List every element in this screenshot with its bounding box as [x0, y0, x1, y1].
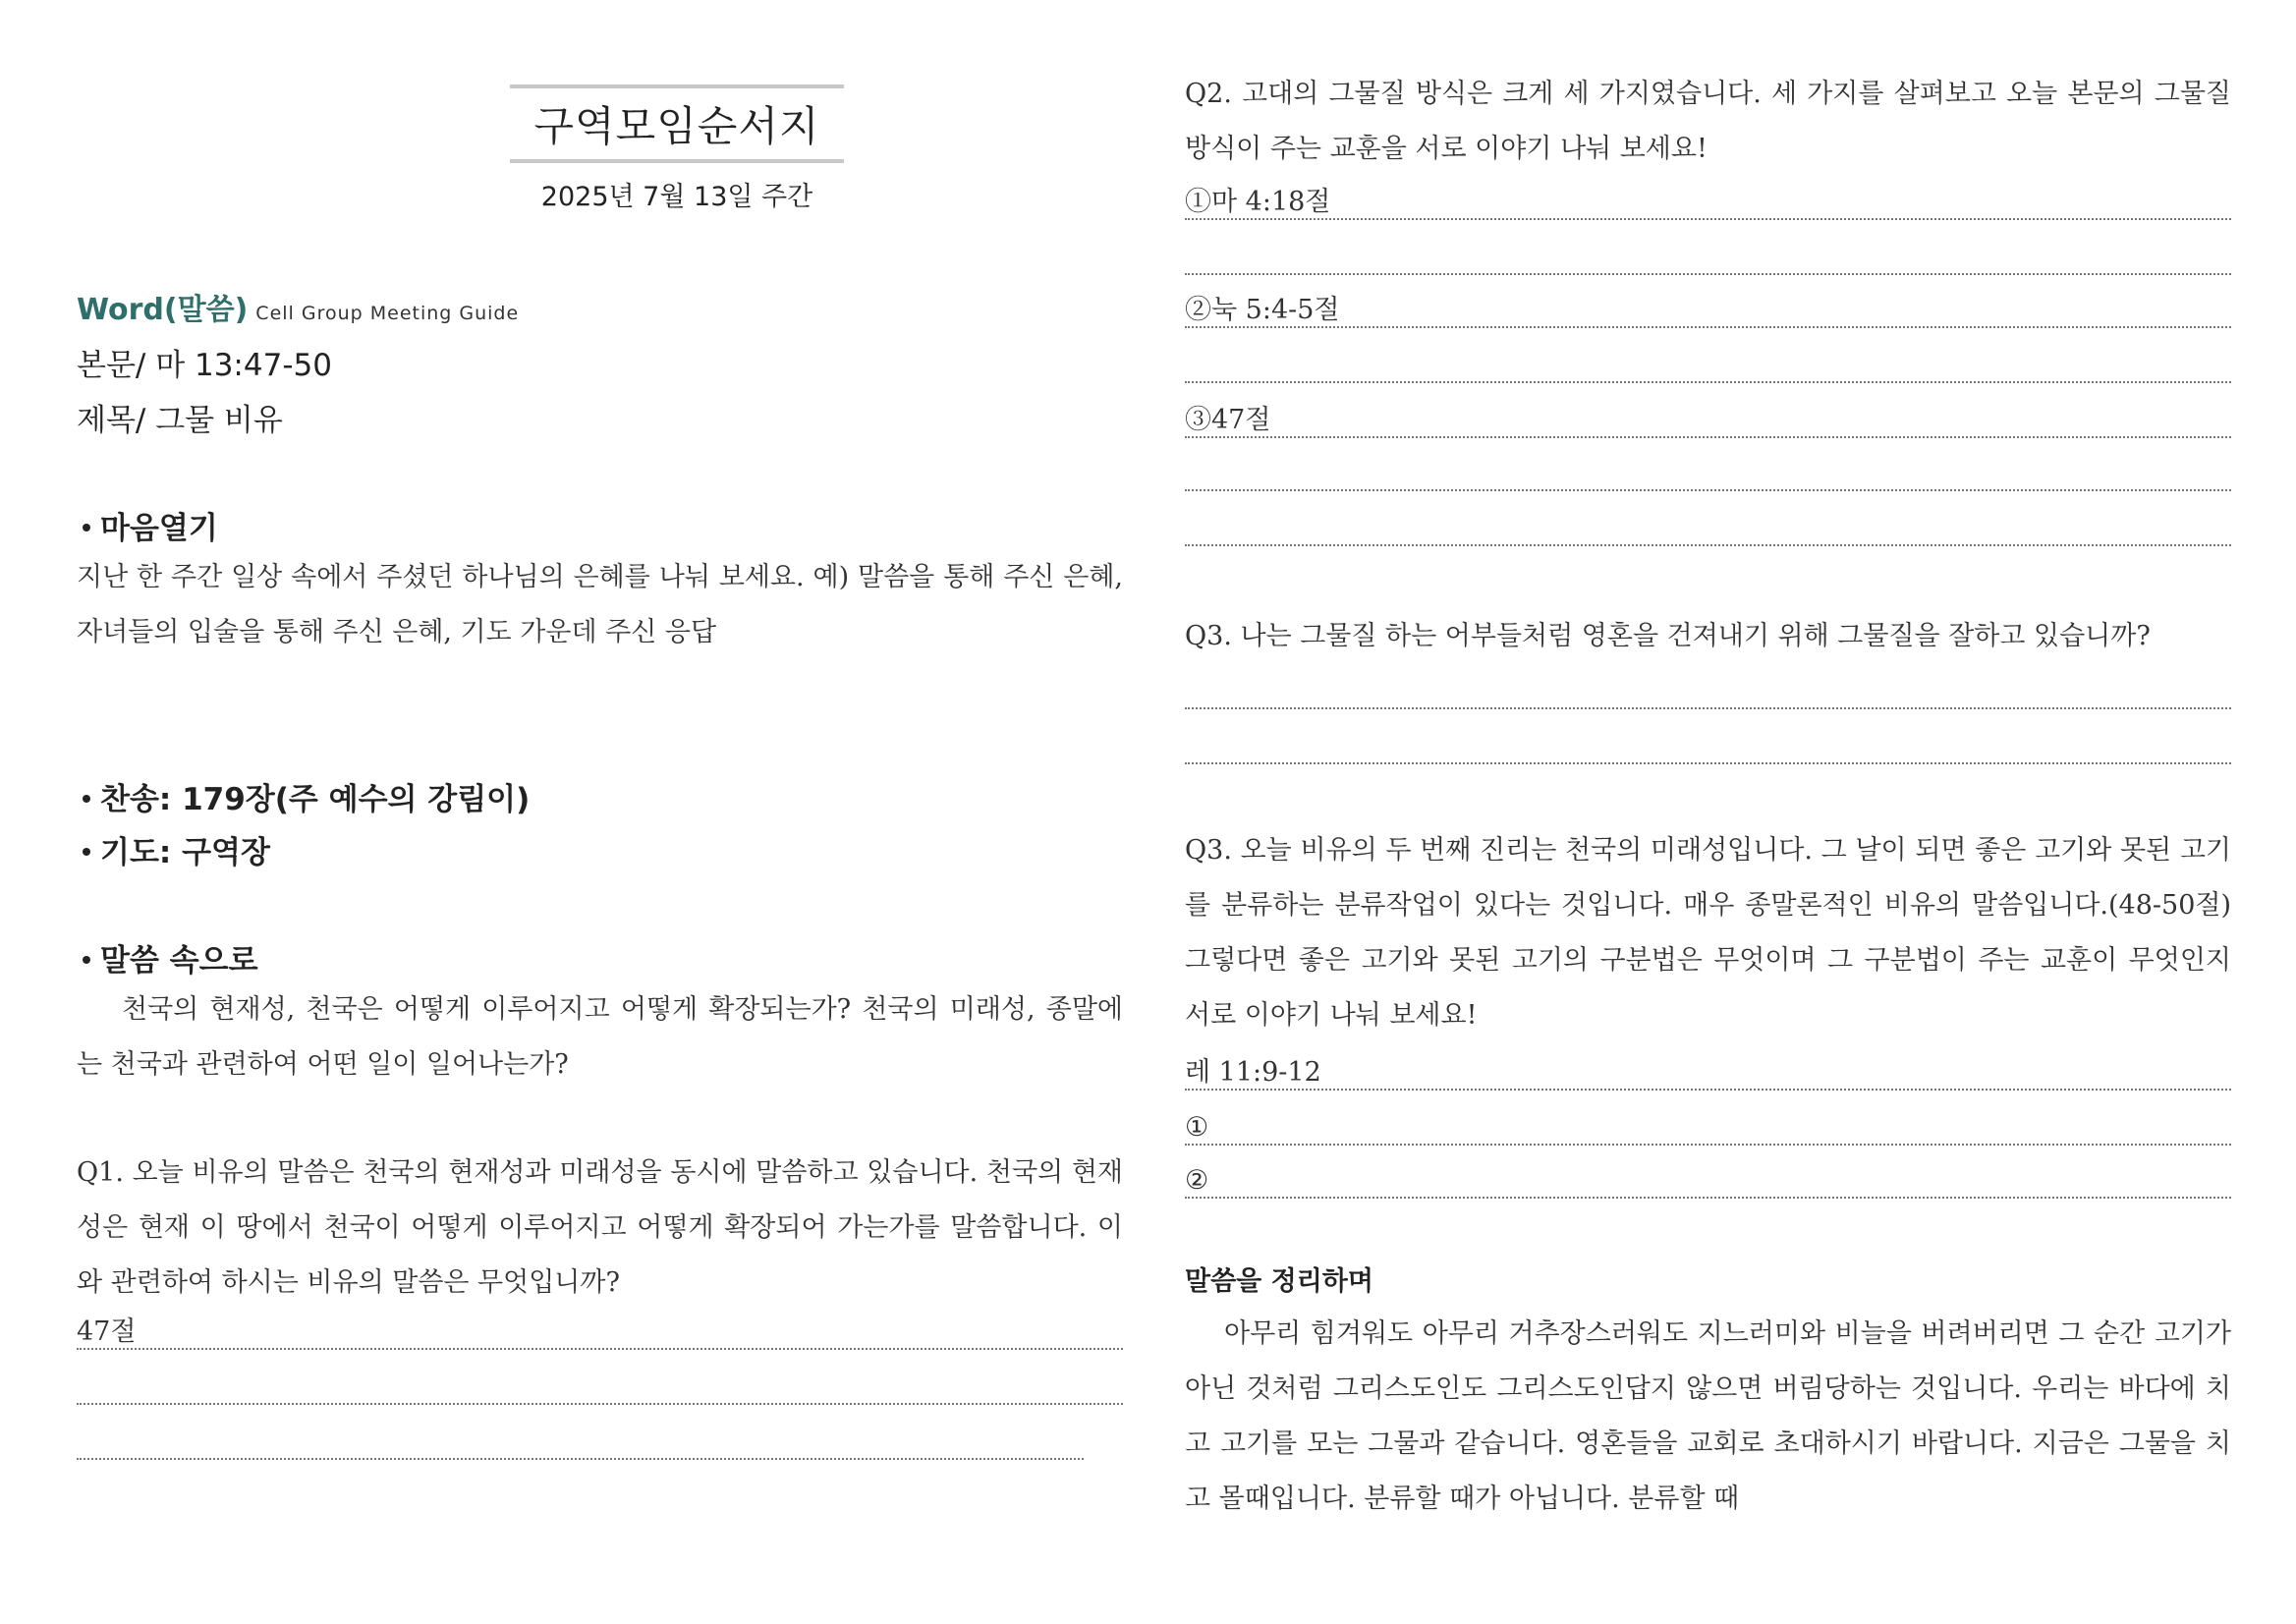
answer-line[interactable] — [77, 1316, 1123, 1350]
answer-line-label: ③47절 — [1185, 405, 1271, 435]
sermon-title: 제목/ 그물 비유 — [77, 403, 283, 438]
page-title: 구역모임순서지 — [510, 84, 844, 163]
answer-line[interactable] — [1185, 187, 2231, 220]
section-open-label: 마음열기 — [100, 511, 218, 546]
section-word-text: 천국의 현재성, 천국은 어떻게 이루어지고 어떻게 확장되는가? 천국의 미래성, 종말에는 천국과 관련하여 어떤 일이 일어나는가? — [77, 994, 1123, 1080]
answer-line[interactable] — [1185, 458, 2231, 491]
hymn-label: 찬송: 179장(주 예수의 강림이) — [100, 782, 531, 817]
prayer-label: 기도: 구역장 — [100, 835, 270, 870]
section-word-heading — [77, 935, 258, 980]
question-3b: Q3. 오늘 비유의 두 번째 진리는 천국의 미래성입니다. 그 날이 되면 좋은 고기와 못된 고기를 분류하는 분류작업이 있다는 것입니다. 매우 종말론적인 비유의 말씀입니다.(48-50절) 그렇다면 좋은 고기와 못된 고기의 구분법은 무엇이며 그 구분법이 주는 교훈이 무엇인지 서로 이야기 나눠 보세요! — [1185, 835, 2231, 1031]
section-open-heading — [77, 503, 218, 547]
answer-line-label: ②눅 5:4-5절 — [1185, 295, 1340, 325]
section-open-text: 지난 한 주간 일상 속에서 주셨던 하나님의 은혜를 나눠 보세요. 예) 말씀을 통해 주신 은혜, 자녀들의 입술을 통해 주신 은혜, 기도 가운데 주신 응답 — [77, 562, 1123, 647]
closing-heading: 말씀을 정리하며 — [1185, 1266, 1373, 1297]
answer-line[interactable] — [1185, 513, 2231, 546]
week-date: 2025년 7월 13일 주간 — [540, 182, 813, 212]
answer-line[interactable] — [77, 1372, 1123, 1405]
bullet-icon — [83, 795, 90, 803]
answer-line[interactable] — [1185, 350, 2231, 383]
closing-text: 아무리 힘겨워도 아무리 거추장스러워도 지느러미와 비늘을 버려버리면 그 순간 고기가 아닌 것처럼 그리스도인도 그리스도인답지 않으면 버림당하는 것입니다. 우리는 바다에 치고 고기를 모는 그물과 같습니다. 영혼들을 교회로 초대하시기 바랍니다. 지금은 그물을 치고 몰때입니다. 분류할 때가 아닙니다. 분류할 때 — [1185, 1318, 2231, 1514]
question-2: Q2. 고대의 그물질 방식은 크게 세 가지였습니다. 세 가지를 살펴보고 오늘 본문의 그물질 방식이 주는 교훈을 서로 이야기 나눠 보세요! — [1185, 79, 2231, 164]
answer-line[interactable] — [77, 1427, 1084, 1460]
answer-line-label: ①마 4:18절 — [1185, 187, 1331, 217]
answer-line[interactable] — [1185, 1057, 2231, 1091]
answer-line[interactable] — [1185, 1165, 2231, 1199]
answer-line[interactable] — [1185, 1112, 2231, 1146]
bullet-icon — [83, 848, 90, 856]
answer-line[interactable] — [1185, 405, 2231, 438]
answer-line-label: ① — [1185, 1112, 1209, 1143]
answer-line[interactable] — [1185, 676, 2231, 709]
answer-line[interactable] — [1185, 295, 2231, 328]
passage: 본문/ 마 13:47-50 — [77, 348, 332, 383]
question-1: Q1. 오늘 비유의 말씀은 천국의 현재성과 미래성을 동시에 말씀하고 있습니다. 천국의 현재성은 현재 이 땅에서 천국이 어떻게 이루어지고 어떻게 확장되어 가는가를 말씀합니다. 이와 관련하여 하시는 비유의 말씀은 무엇입니까? — [77, 1157, 1123, 1298]
section-word-label: 말씀 속으로 — [100, 943, 258, 979]
answer-line-label: 레 11:9-12 — [1185, 1057, 1321, 1088]
prayer — [77, 827, 270, 871]
bullet-icon — [83, 524, 90, 532]
answer-line-label: ② — [1185, 1165, 1209, 1196]
question-3a: Q3. 나는 그물질 하는 어부들처럼 영혼을 건져내기 위해 그물질을 잘하고 있습니까? — [1185, 621, 2151, 651]
answer-line[interactable] — [1185, 731, 2231, 764]
word-subtitle: Cell Group Meeting Guide — [255, 303, 520, 324]
word-heading — [77, 285, 519, 328]
answer-line[interactable] — [1185, 242, 2231, 275]
answer-line-label: 47절 — [77, 1316, 137, 1347]
bullet-icon — [83, 956, 90, 964]
word-label: Word(말씀) — [77, 293, 249, 327]
hymn — [77, 774, 530, 818]
